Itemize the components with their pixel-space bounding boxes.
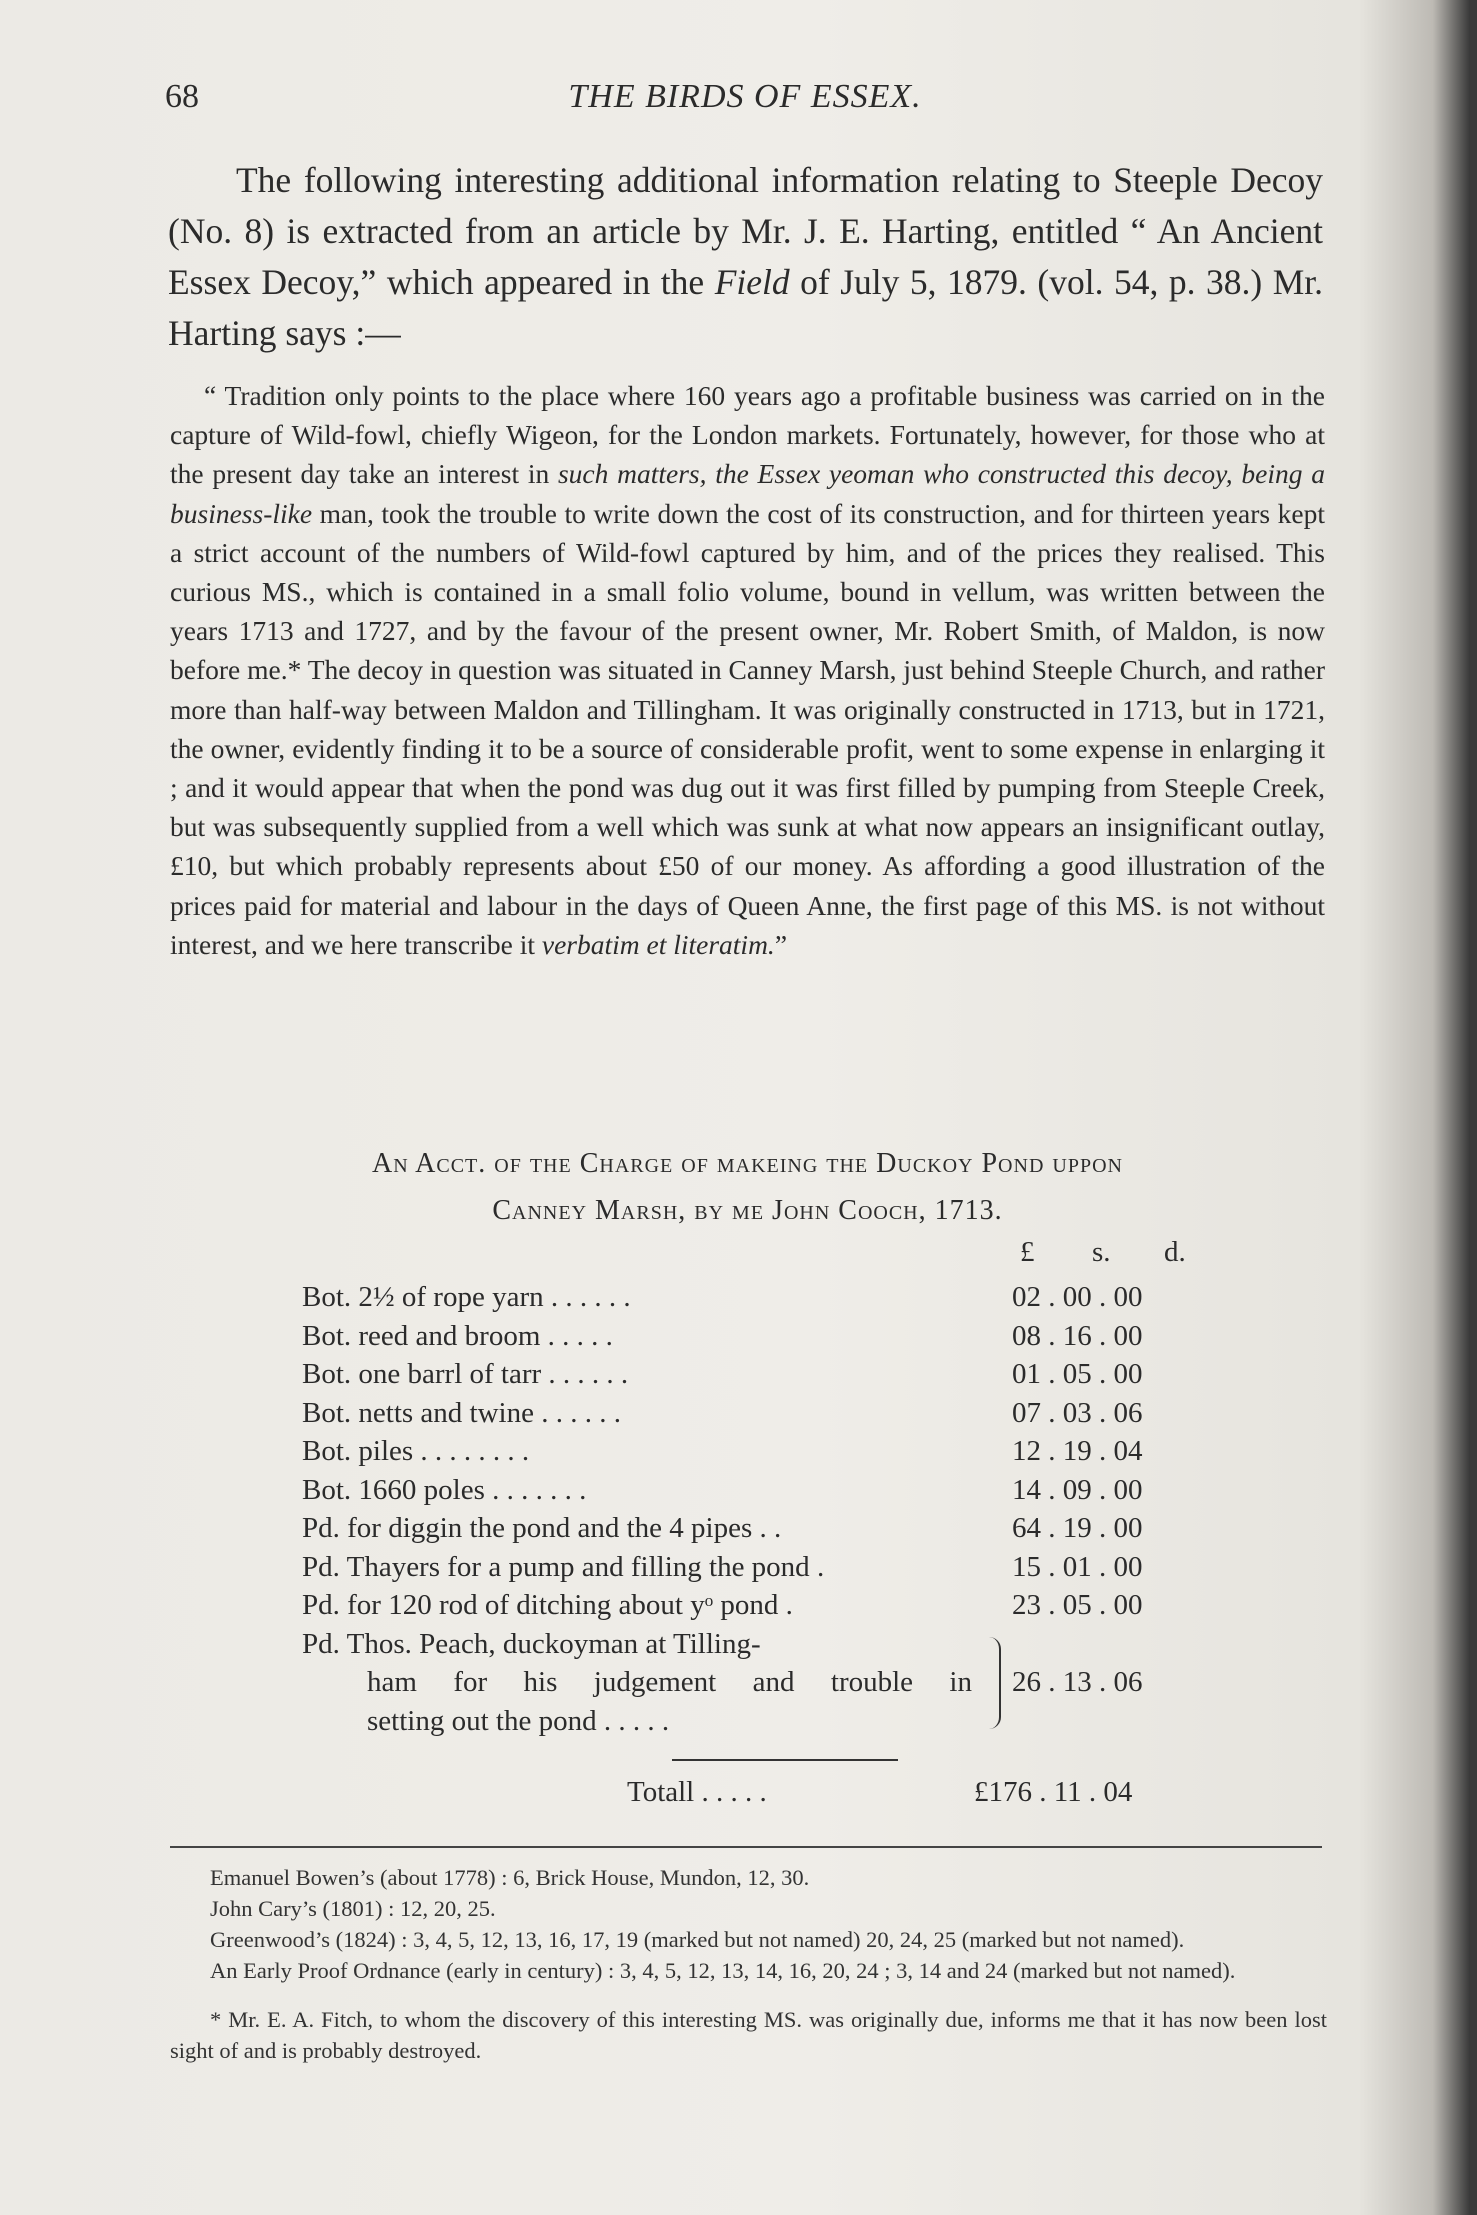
col-shillings-header: s.	[1092, 1236, 1111, 1268]
row-leader: . . . . . .	[533, 1396, 621, 1429]
row-amount: 15 . 01 . 00	[1012, 1550, 1143, 1583]
quote-text-1: “ Tradition only points to the place where 160 years ago a profitable business was carried on in the capture of Wild-fowl, chiefly Wigeon, for the London markets. Fortunately, however, for those who at the present day take an interest in	[170, 380, 1325, 490]
row-label: Bot. netts and twine	[302, 1396, 534, 1429]
row-label: Pd. Thayers for a pump and filling the pond	[302, 1550, 810, 1583]
row-leader: . . . . . . .	[484, 1473, 587, 1506]
table-row	[302, 1509, 1202, 1548]
footnotes	[170, 1862, 1327, 2066]
quote-latin-italic: verbatim et literatim.	[541, 928, 775, 960]
row-label-line-2: ham for his judgement and trouble in	[367, 1666, 972, 1698]
row-amount: 02 . 00 . 00	[1012, 1281, 1143, 1313]
row-label: Bot. reed and broom	[302, 1319, 541, 1352]
table-row	[302, 1317, 1202, 1356]
total-rule	[672, 1759, 898, 1761]
footnote-divider	[170, 1846, 1322, 1848]
row-leader: . .	[752, 1512, 782, 1544]
row-leader: .	[809, 1550, 825, 1583]
row-leader: . . . . . .	[543, 1281, 631, 1313]
account-title	[170, 1140, 1325, 1234]
quoted-passage	[170, 376, 1325, 964]
total-row	[302, 1776, 1202, 1816]
row-amount: 07 . 03 . 06	[1012, 1396, 1143, 1429]
row-leader: . . . . . .	[541, 1358, 629, 1390]
row-label-line-1: Pd. Thos. Peach, duckoyman at Tilling-	[302, 1627, 761, 1660]
table-row	[302, 1432, 1202, 1471]
footnote-fitch: * Mr. E. A. Fitch, to whom the discovery of this interesting MS. was originally due, informs me that it has now been lost sight of and is probably destroyed.	[170, 2007, 1327, 2063]
row-amount: 14 . 09 . 00	[1012, 1473, 1143, 1506]
row-label: Bot. 2½ of rope yarn	[302, 1281, 544, 1313]
quote-italic-text: such matters, the Essex yeoman who constructed this decoy, being a business-like	[170, 458, 1325, 529]
table-row	[302, 1548, 1202, 1587]
footnote-greenwood: Greenwood’s (1824) : 3, 4, 5, 12, 13, 16, 17, 19 (marked but not named) 20, 24, 25 (marked but not named).	[210, 1927, 1185, 1952]
row-leader: . . . . .	[540, 1319, 613, 1352]
row-amount: 01 . 05 . 00	[1012, 1358, 1143, 1390]
table-row	[302, 1586, 1202, 1625]
total-amount: £176 . 11 . 04	[974, 1776, 1133, 1808]
intro-text-1: The following interesting additional information relating to Steeple Decoy (No. 8) is extracted from an article by Mr. J. E. Harting, entitled “ An Ancient Essex Decoy,” which appeared in the	[168, 160, 1323, 302]
footnote-bowen: Emanuel Bowen’s (about 1778) : 6, Brick House, Mundon, 12, 30.	[210, 1865, 810, 1890]
table-row	[302, 1355, 1202, 1394]
row-amount: 64 . 19 . 00	[1012, 1512, 1143, 1544]
footnote-ordnance: An Early Proof Ordnance (early in century) : 3, 4, 5, 12, 13, 14, 16, 20, 24 ; 3, 14 and 24 (marked but not named).	[210, 1958, 1236, 1983]
row-amount: 12 . 19 . 04	[1012, 1435, 1143, 1467]
page-number: 68	[165, 78, 199, 115]
intro-field-italic: Field	[714, 262, 790, 302]
row-leader: .	[778, 1589, 793, 1621]
footnote-cary: John Cary’s (1801) : 12, 20, 25.	[210, 1896, 496, 1921]
row-label-line-3: setting out the pond . . . . .	[367, 1704, 670, 1737]
quote-text-2: man, took the trouble to write down the cost of its construction, and for thirteen years kept a strict account of the numbers of Wild-fowl captured by him, and of the prices they realised. This curious MS., which is contained in a small folio volume, bound in vellum, was written between the years 1713 and 1727, and by the favour of the present owner, Mr. Robert Smith, of Maldon, is now before me.* The decoy in question was situated in Canney Marsh, just behind Steeple Church, and rather more than half-way between Maldon and Tillingham. It was originally constructed in 1713, but in 1721, the owner, evidently finding it to be a source of considerable profit, went to some expense in enlarging it ; and it would appear that when the pond was dug out it was first filled by pumping from Steeple Creek, but was subsequently supplied from a well which was sunk at what now appears an insignificant outlay, £10, but which probably represents about £50 of our money. As affording a good illustration of the prices paid for material and labour in the days of Queen Anne, the first page of this MS. is not without interest, and we here transcribe it	[170, 497, 1325, 960]
col-pence-header: d.	[1164, 1236, 1186, 1268]
row-label: Pd. for diggin the pond and the 4 pipes	[302, 1512, 753, 1544]
table-row	[302, 1471, 1202, 1510]
account-title-line-2: Canney Marsh, by me John Cooch, 1713.	[492, 1195, 1003, 1226]
row-label: Pd. for 120 rod of ditching about yᵒ pond	[302, 1589, 779, 1621]
intro-text-2: of July 5, 1879. (vol. 54, p. 38.) Mr. Harting says :—	[168, 262, 1323, 353]
table-row-multiline	[302, 1625, 1202, 1741]
curly-brace-icon	[989, 1637, 1001, 1729]
page-header	[165, 78, 1325, 128]
table-row	[302, 1278, 1202, 1317]
row-leader: . . . . . . . .	[413, 1435, 530, 1467]
intro-paragraph	[168, 155, 1323, 359]
table-row	[302, 1394, 1202, 1433]
account-column-headers	[302, 1236, 1202, 1278]
row-label: Bot. piles	[302, 1435, 414, 1467]
row-amount: 23 . 05 . 00	[1012, 1589, 1143, 1621]
row-amount: 08 . 16 . 00	[1012, 1319, 1143, 1352]
row-label: Bot. one barrl of tarr	[302, 1358, 542, 1390]
quote-closing-mark: ”	[774, 928, 788, 960]
row-amount: 26 . 13 . 06	[1012, 1665, 1143, 1698]
account-title-line-1: An Acct. of the Charge of makeing the Duckoy Pond uppon	[372, 1148, 1123, 1179]
total-label: Totall . . . . .	[627, 1776, 767, 1808]
account-table	[302, 1236, 1202, 1741]
col-pounds-header: £	[1020, 1236, 1035, 1268]
row-label: Bot. 1660 poles	[302, 1473, 485, 1506]
running-title: THE BIRDS OF ESSEX.	[568, 78, 922, 115]
